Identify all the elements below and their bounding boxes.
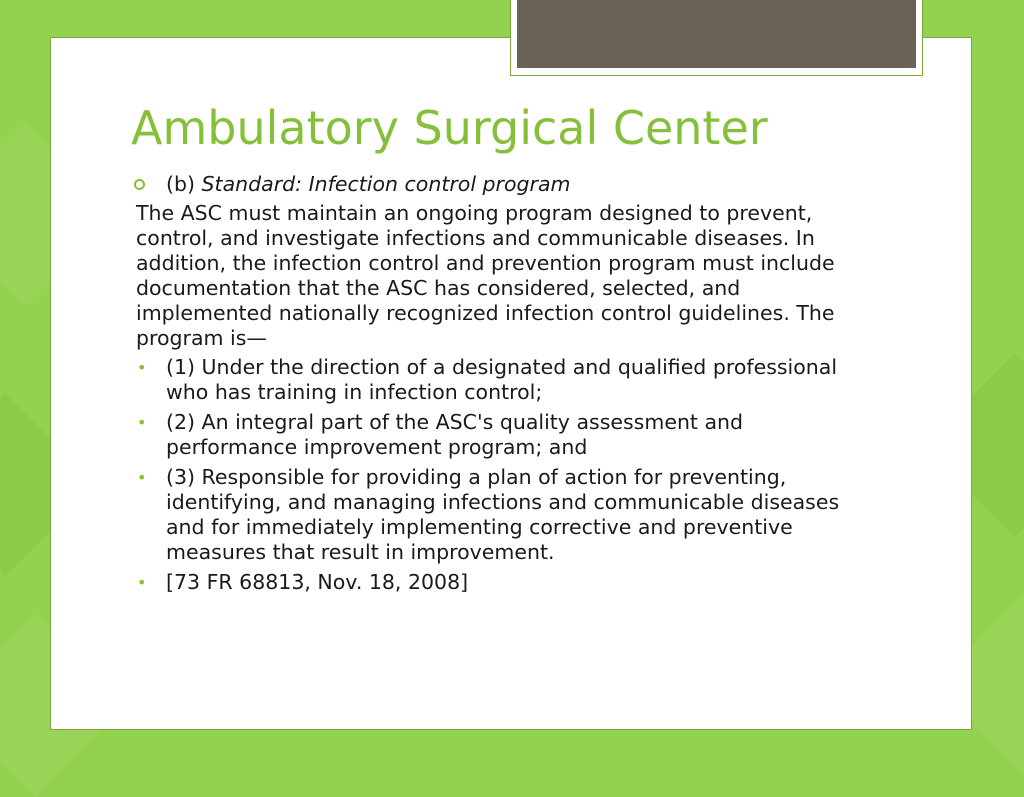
list-item-text: (2) An integral part of the ASC's quality assessment and performance improvement program; and <box>166 410 744 459</box>
body-paragraph: The ASC must maintain an ongoing program designed to prevent, control, and investigate infections and communicable diseases. In addition, the infection control and prevention program must include documentation that the ASC has considered, selected, and implemented nationally recognized infection control guidelines. The program is— <box>136 201 835 350</box>
bullet-dot-icon: • <box>137 413 147 432</box>
list-item <box>136 355 876 405</box>
list-item-text: (1) Under the direction of a designated and qualified professional who has training in infection control; <box>166 355 838 404</box>
circle-bullet-icon <box>134 179 145 190</box>
list-item-text: (3) Responsible for providing a plan of action for preventing, identifying, and managing infections and communicable diseases and for immediately implementing corrective and preventive measures that result in improvement. <box>166 465 840 564</box>
bullet-dot-icon: • <box>137 468 147 487</box>
sub-bullet-list <box>136 355 876 595</box>
bullet-dot-icon: • <box>137 573 147 592</box>
slide-title: Ambulatory Surgical Center <box>131 101 768 155</box>
decorative-header-tab <box>510 0 923 76</box>
lead-standard-title: Standard: Infection control program <box>201 172 571 196</box>
list-item <box>136 465 876 565</box>
bullet-dot-icon: • <box>137 358 147 377</box>
slide-body <box>136 172 876 600</box>
lead-text <box>136 172 571 197</box>
list-item <box>136 410 876 460</box>
lead-bullet-item <box>136 172 876 197</box>
lead-prefix: (b) <box>166 172 196 196</box>
list-item <box>136 570 876 595</box>
decorative-header-tab-fill <box>517 0 916 68</box>
list-item-text: [73 FR 68813, Nov. 18, 2008] <box>166 570 469 594</box>
